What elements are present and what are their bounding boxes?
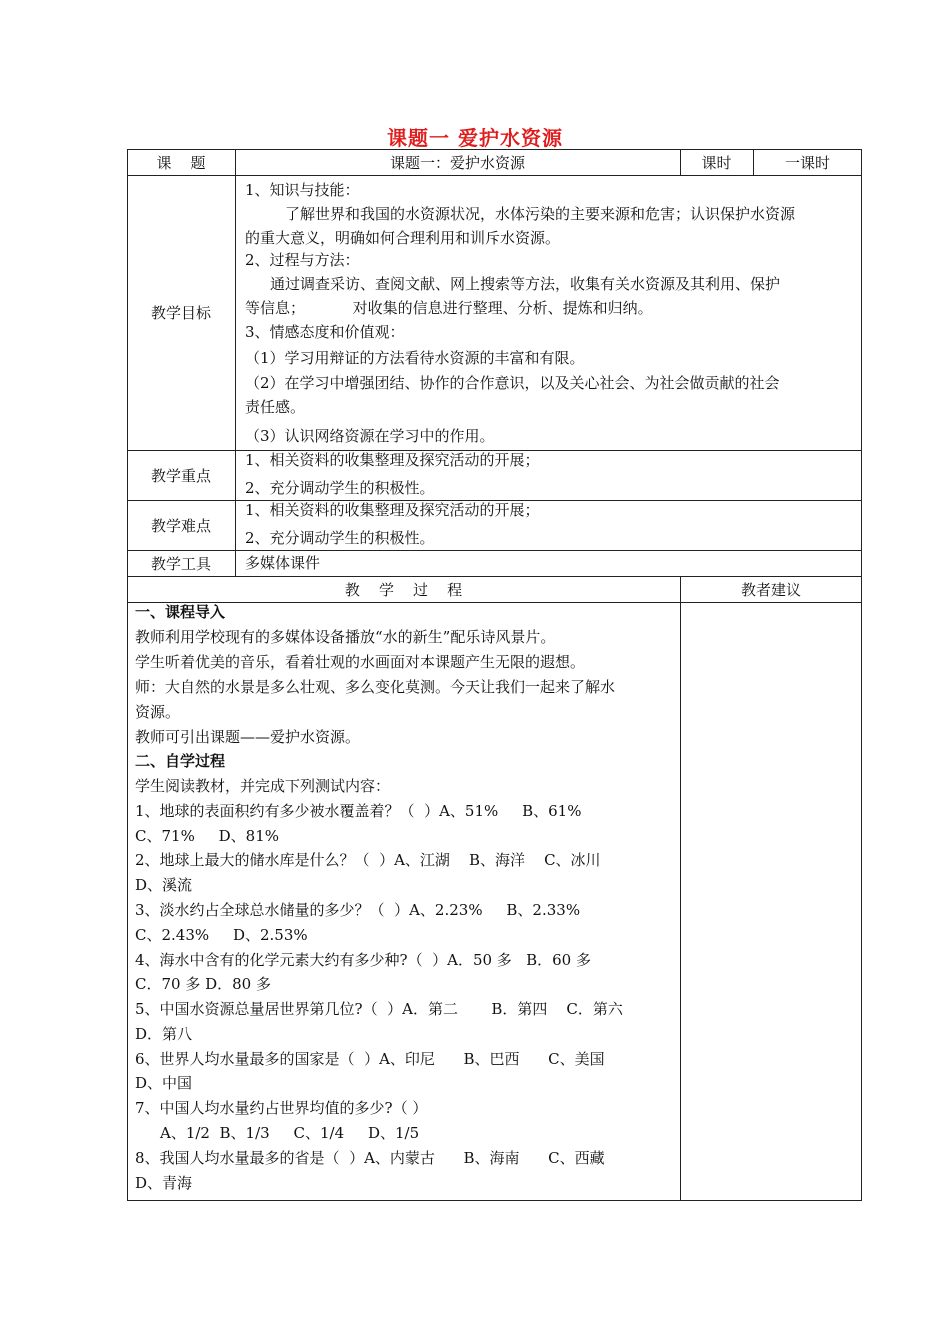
question-line: 1、地球的表面积约有多少被水覆盖着？（ ）A、51% B、61% <box>135 802 582 820</box>
process-line: 学生听着优美的音乐，看着壮观的水画面对本课题产生无限的遐想。 <box>135 653 586 671</box>
objectives-line: （1）学习用辩证的方法看待水资源的丰富和有限。 <box>245 349 585 367</box>
objectives-line: 3、情感态度和价值观： <box>245 323 405 341</box>
question-line: C．70 多 D．80 多 <box>135 975 271 993</box>
question-line: A、1/2 B、1/3 C、1/4 D、1/5 <box>160 1124 420 1142</box>
process-line: 教师可引出课题——爱护水资源。 <box>135 728 361 746</box>
question-line: D、溪流 <box>135 876 193 894</box>
objectives-line: （2）在学习中增强团结、协作的合作意识，以及关心社会、为社会做贡献的社会 <box>245 374 780 392</box>
objectives-line: 1、知识与技能： <box>245 181 360 199</box>
topic-value: 课题一：爱护水资源 <box>389 154 525 172</box>
period-label: 课时 <box>701 154 732 172</box>
process-line: 教师利用学校现有的多媒体设备播放“水的新生”配乐诗风景片。 <box>135 628 556 646</box>
process-header: 教 学 过 程 <box>344 580 463 599</box>
objectives-line: 等信息； 对收集的信息进行整理、分析、提炼和归纳。 <box>245 299 653 317</box>
question-line: 7、中国人均水量约占世界均值的多少?（ ） <box>135 1099 428 1117</box>
objectives-line: 通过调查采访、查阅文献、网上搜索等方法，收集有关水资源及其利用、保护 <box>270 275 781 293</box>
question-line: 6、世界人均水量最多的国家是（ ）A、印尼 B、巴西 C、美国 <box>135 1050 605 1068</box>
section-heading: 二、自学过程 <box>135 752 226 770</box>
key-points-line: 1、相关资料的收集整理及探究活动的开展； <box>245 451 540 469</box>
process-line: 资源。 <box>135 703 181 721</box>
section-heading: 一、课程导入 <box>135 603 226 621</box>
difficulties-line: 2、充分调动学生的积极性。 <box>245 529 435 547</box>
question-line: D、中国 <box>135 1074 193 1092</box>
question-line: 2、地球上最大的储水库是什么？（ ）A、江湖 B、海洋 C、冰川 <box>135 851 601 869</box>
tools-value: 多媒体课件 <box>245 554 321 572</box>
difficulties-line: 1、相关资料的收集整理及探究活动的开展； <box>245 501 540 519</box>
topic-label: 课 题 <box>156 154 206 172</box>
page-title: 课题一 爱护水资源 <box>387 126 563 150</box>
key-points-label: 教学重点 <box>150 466 211 485</box>
process-line: 师：大自然的水景是多么壮观、多么变化莫测。今天让我们一起来了解水 <box>135 678 616 696</box>
objectives-line: 2、过程与方法： <box>245 251 360 269</box>
objectives-line: 责任感。 <box>245 398 306 416</box>
question-line: 8、我国人均水量最多的省是（ ）A、内蒙古 B、海南 C、西藏 <box>135 1149 605 1167</box>
objectives-line: （3）认识网络资源在学习中的作用。 <box>245 427 495 445</box>
suggest-header: 教者建议 <box>740 580 801 599</box>
difficulties-label: 教学难点 <box>150 516 211 535</box>
objectives-line: 了解世界和我国的水资源状况，水体污染的主要来源和危害；认识保护水资源 <box>285 205 796 223</box>
question-line: 4、海水中含有的化学元素大约有多少种?（ ）A．50 多 B．60 多 <box>135 951 591 969</box>
question-line: 3、淡水约占全球总水储量的多少？（ ）A、2.23% B、2.33% <box>135 901 581 919</box>
period-value: 一课时 <box>784 154 830 172</box>
question-line: D、青海 <box>135 1174 193 1192</box>
question-line: 5、中国水资源总量居世界第几位?（ ）A．第二 B．第四 C．第六 <box>135 1000 623 1018</box>
tools-label: 教学工具 <box>150 554 211 573</box>
process-line: 学生阅读教材，并完成下列测试内容： <box>135 777 391 795</box>
question-line: D．第八 <box>135 1025 193 1043</box>
objectives-line: 的重大意义，明确如何合理利用和训斥水资源。 <box>245 229 561 247</box>
key-points-line: 2、充分调动学生的积极性。 <box>245 479 435 497</box>
question-line: C、2.43% D、2.53% <box>135 926 308 944</box>
question-line: C、71% D、81% <box>135 827 280 845</box>
objectives-label: 教学目标 <box>150 304 211 322</box>
